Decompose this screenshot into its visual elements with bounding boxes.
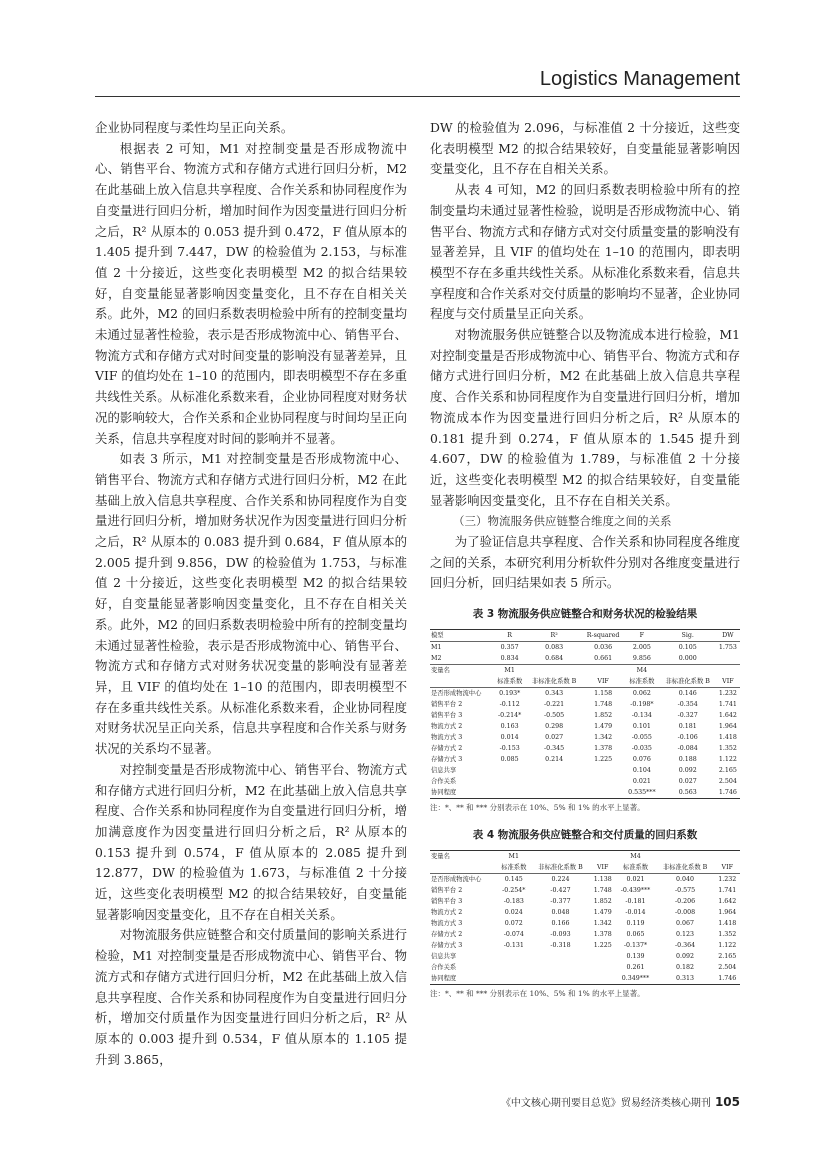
table-cell: 1.122 [718,755,737,763]
table-cell: 1.741 [718,700,737,708]
table-row [430,907,740,918]
table-cell: 0.684 [545,654,564,662]
table-cell: 1.479 [593,908,612,916]
table-cell: 标准系数 [501,863,527,871]
table-cell: 0.048 [551,908,570,916]
table3 [430,629,740,799]
table-cell: 0.214 [545,755,564,763]
table-cell: 1.642 [718,711,737,719]
table-row [430,641,740,653]
left-paragraph: 企业协同程度与柔性均呈正向关系。 [95,120,294,135]
table-cell: 0.067 [676,919,695,927]
table-cell: 标准系数 [629,677,655,685]
table-cell: 1.753 [716,641,740,653]
table-header-row [430,629,740,641]
table-cell: 0.834 [500,654,519,662]
table-row [430,743,740,754]
table-cell [526,765,582,776]
table-cell [531,951,590,962]
table-cell: 合作关系 [431,963,457,971]
table-cell: 是否形成物流中心 [430,873,497,885]
table-row [430,721,740,732]
table-cell: 0.083 [526,641,582,653]
table-cell: 合作关系 [431,777,457,785]
table-cell: 0.062 [624,687,660,699]
table-cell: 1.852 [593,897,612,905]
table-cell: -0.377 [550,897,571,905]
table-row [430,918,740,929]
table-cell: 0.036 [582,641,624,653]
table-cell: M4 [615,850,655,862]
table-cell: -0.112 [499,700,520,708]
table-cell: 1.352 [718,744,737,752]
table-cell: 0.076 [632,755,651,763]
table-cell: 物流方式 2 [431,722,463,730]
table-cell: 0.104 [632,766,651,774]
table-cell: 协同程度 [430,973,497,985]
table-cell [716,664,740,676]
table-row [430,885,740,896]
table-cell: 0.065 [626,930,645,938]
table-cell [716,653,740,665]
table-cell: 0.193* [493,687,526,699]
table-cell: 0.101 [632,722,651,730]
table-row [430,962,740,973]
table-row [430,687,740,699]
table-row [430,873,740,885]
table-row [430,951,740,962]
table-cell: VIF [721,863,733,871]
table-cell [590,850,615,862]
table-cell: 2.165 [718,952,737,960]
table-cell: 是否形成物流中心 [430,687,493,699]
table-cell: 1.418 [718,733,737,741]
running-header [95,66,740,97]
table-cell [660,664,716,676]
table-cell: 0.145 [497,873,532,885]
table-cell: 1.964 [718,722,737,730]
table3-title: 表 3 物流服务供应链整合和财务状况的检验结果 [472,608,698,621]
table-cell: 1.642 [718,897,737,905]
table-cell [531,962,590,973]
table-cell: 0.181 [678,722,697,730]
table-cell: 存储方式 3 [431,755,463,763]
table-cell: 1.746 [716,787,740,799]
table-row [430,940,740,951]
table-cell: -0.364 [674,941,696,949]
table-cell: 0.188 [678,755,697,763]
left-column [95,118,407,1070]
table-cell: -0.318 [550,941,571,949]
table-cell: 1.748 [594,700,613,708]
right-column [430,118,740,1001]
table-cell: 0.166 [551,919,570,927]
table-cell: -0.183 [503,897,524,905]
table-cell: 0.313 [656,973,715,985]
table-cell: -0.354 [677,700,698,708]
table-cell: -0.153 [499,744,520,752]
table-cell [582,664,624,676]
table-cell: 物流方式 2 [431,908,463,916]
table-row [430,787,740,799]
table-cell: 1.138 [590,873,615,885]
table-cell [582,787,624,799]
table-cell: -0.035 [631,744,652,752]
table-cell: 0.119 [626,919,645,927]
table-cell [430,676,493,688]
table-cell: 变量名 [430,664,493,676]
table-cell: 信息共享 [431,766,457,774]
table-cell: 物流方式 3 [431,733,463,741]
table-cell: 2.165 [718,766,737,774]
table-cell: 1.232 [715,873,740,885]
table-cell: 0.224 [531,873,590,885]
left-paragraph: 对物流服务供应链整合和交付质量间的影响关系进行检验，M1 对控制变量是否形成物流中心、销售平台、物流方式和存储方式进行回归分析，M2 在此基础上放入信息共享程度、合作关系和协同程度作为自变量进行回归分析，增加交付质量作为因变量进行回归分析之后，R² 从原本的 0.003 提升到 0.534，F 值从原本的 1.105 提升到 3.865， [95,927,407,1067]
table-cell [531,850,590,862]
table-cell: 0.072 [504,919,523,927]
table-row [430,732,740,743]
table-cell: VIF [597,863,609,871]
table-cell [493,787,526,799]
table-cell: 0.349*** [615,973,655,985]
table-row [430,973,740,985]
table-cell: 0.535*** [624,787,660,799]
table-cell: 0.027 [545,733,564,741]
section-paragraph: 为了验证信息共享程度、合作关系和协同程度各维度之间的关系，本研究利用分析软件分别对各维度变量进行回归分析，回归结果如表 5 所示。 [430,534,740,591]
table-cell: M1 [497,850,532,862]
table-cell [590,962,615,973]
table-cell: DW [716,629,740,641]
left-paragraph: 对控制变量是否形成物流中心、销售平台、物流方式和存储方式进行回归分析，M2 在此基础上放入信息共享程度、合作关系和协同程度作为自变量进行回归分析，增加满意度作为因变量进行回归分析之后，R² 从原本的 0.153 提升到 0.574，F 值从原本的 2.085 提升到 12.877，DW 的检验值为 1.673，与标准值 2 十分接近，这些变化表明模型 M2 的拟合结果较好，自变量能显著影响因变量变化，且不存在自相关关系。 [95,761,407,922]
table-row [430,710,740,721]
table-cell: 0.123 [676,930,695,938]
table-cell: F [624,629,660,641]
table-cell: R [493,629,526,641]
table-cell: 存储方式 2 [431,930,463,938]
journal-title: Logistics Management [539,68,740,90]
table-cell: -0.014 [625,908,646,916]
table-cell: -0.134 [631,711,652,719]
table-cell: 0.014 [500,733,519,741]
table-cell: 1.122 [718,941,737,949]
table-cell: 变量名 [430,850,497,862]
table-cell [430,862,497,874]
table-cell: 1.964 [718,908,737,916]
table-row [430,776,740,787]
table-cell: -0.137* [623,941,648,949]
table-cell: 1.479 [594,722,613,730]
table-row [430,699,740,710]
table-cell: M1 [493,664,526,676]
table3-note: 注：*、** 和 *** 分别表示在 10%、5% 和 1% 的水平上显著。 [430,802,645,812]
table-cell: 0.357 [493,641,526,653]
table-cell: 1.741 [718,886,737,894]
table-cell [590,951,615,962]
table-cell: 0.092 [676,952,695,960]
table-cell: 模型 [430,629,493,641]
table-cell: 0.563 [660,787,716,799]
table-cell: 销售平台 2 [431,886,463,894]
right-paragraph: 从表 4 可知，M2 的回归系数表明检验中所有的控制变量均未通过显著性检验，说明是否形成物流中心、销售平台、物流方式和存储方式对交付质量变量的影响没有显著差异，且 VIF 的值均处在 1–10 的范围内，即表明模型不存在多重共线性关系。从标准化系数来看，信息共享程度和合作关系对交付质量的影响均不显著，企业协同程度与交付质量呈正向关系。 [430,182,740,322]
table-cell [715,850,740,862]
table-cell: 2.504 [718,963,737,971]
table-cell: 非标准化系数 B [662,863,708,871]
table-header-row [430,862,740,874]
table-cell: -0.198* [630,700,654,708]
table-cell: 9.856 [632,654,651,662]
table-cell: 标准系数 [497,677,523,685]
table4-note: 注：*、** 和 *** 分别表示在 10%、5% 和 1% 的水平上显著。 [430,988,645,998]
table-cell: 0.024 [504,908,523,916]
table-cell [526,787,582,799]
table-cell: 销售平台 2 [431,700,463,708]
left-paragraph: 如表 3 所示，M1 对控制变量是否形成物流中心、销售平台、物流方式和存储方式进行回归分析，M2 在此基础上放入信息共享程度、合作关系和协同程度作为自变量进行回归分析，增加财务状况作为因变量进行回归分析之后，R² 从原本的 0.083 提升到 0.684，F 值从原本的 2.005 提升到 9.856，DW 的检验值为 1.753，与标准值 2 十分接近，这些变化表明模型 M2 的拟合结果较好，自变量能显著影响因变量变化，且不存在自相关关系。此外，M2 的回归系数表明检验中所有的控制变量均未通过显著性检验，表示是否形成物流中心、销售平台、物流方式和存储方式对财务状况变量的影响没有显著差异，且 VIF 的值均处在 1–10 的范围内，即表明模型不存在多重共线性关系。从标准化系数来看，企业协同程度对财务状况呈正向关系，信息共享程度和合作关系与财务状况的关系均不显著。 [95,451,407,757]
table-cell: -0.206 [674,897,696,905]
table-cell [582,765,624,776]
table-cell: 1.232 [716,687,740,699]
table-row [430,653,740,665]
table-cell [493,776,526,787]
right-paragraphs [430,118,740,511]
table-cell [582,776,624,787]
table4 [430,850,740,985]
table-cell: 0.105 [660,641,716,653]
table-cell [531,973,590,985]
table-cell: R-squared [582,629,624,641]
table-cell: M2 [431,654,442,662]
table-cell: -0.074 [503,930,524,938]
table-cell: VIF [722,677,734,685]
table-cell [656,850,715,862]
table-cell [590,973,615,985]
table-cell: 0.000 [678,654,697,662]
table-cell [497,973,532,985]
table-cell: -0.181 [625,897,646,905]
table-cell: 1.748 [593,886,612,894]
table-cell: -0.131 [503,941,524,949]
table-cell: 0.146 [660,687,716,699]
table-cell: 1.378 [593,930,612,938]
table-cell: 非标准化系数 B [538,863,583,871]
table-cell: -0.008 [674,908,696,916]
table-cell: -0.214* [498,711,522,719]
table-cell [497,951,532,962]
table-cell: 0.021 [615,873,655,885]
table-cell: 0.261 [626,963,645,971]
table-cell: R² [526,629,582,641]
table-cell: 0.092 [678,766,697,774]
table-cell: 1.352 [718,930,737,938]
table-cell: -0.093 [550,930,571,938]
table-cell: 1.418 [718,919,737,927]
section-heading: （三）物流服务供应链整合维度之间的关系 [453,514,672,529]
left-paragraph: 根据表 2 可知，M1 对控制变量是否形成物流中心、销售平台、物流方式和存储方式进行回归分析，M2 在此基础上放入信息共享程度、合作关系和协同程度作为自变量进行回归分析，增加时间作为因变量进行回归分析之后，R² 从原本的 0.053 提升到 0.472，F 值从原本的 1.405 提升到 7.447，DW 的检验值为 2.153，与标准值 2 十分接近，这些变化表明模型 M2 的拟合结果较好，自变量能显著影响因变量变化，且不存在自相关关系。此外，M2 的回归系数表明检验中所有的控制变量均未通过显著性检验，表示是否形成物流中心、销售平台、物流方式和存储方式对时间变量的影响没有显著差异，且 VIF 的值均处在 1–10 的范围内，即表明模型不存在多重共线性关系。从标准化系数来看，企业协同程度对财务状况的影响较大，合作关系和企业协同程度与时间均呈正向关系，信息共享程度对时间的影响并不显著。 [95,140,407,446]
table-row [430,896,740,907]
table-row [430,765,740,776]
table-cell: -0.505 [544,711,565,719]
table-cell: 物流方式 3 [431,919,463,927]
table-header-row [430,664,740,676]
table-cell: 0.298 [545,722,564,730]
table-row [430,754,740,765]
table-cell [526,776,582,787]
table-cell: 销售平台 3 [431,711,463,719]
table-cell: 0.085 [500,755,519,763]
table-cell: 1.342 [593,919,612,927]
table-cell: -0.106 [677,733,698,741]
page-footer [480,1094,740,1109]
table-cell: 0.021 [632,777,651,785]
table-header-row [430,676,740,688]
table-cell: M1 [430,641,493,653]
table-cell: 1.225 [594,755,613,763]
table-cell: -0.254* [502,886,526,894]
table-cell: VIF [597,677,609,685]
table-cell: -0.327 [677,711,698,719]
table-cell: Sig. [660,629,716,641]
table-row [430,929,740,940]
table-cell [493,765,526,776]
table-header-row [430,850,740,862]
right-paragraph: 对物流服务供应链整合以及物流成本进行检验，M1 对控制变量是否形成物流中心、销售平台、物流方式和存储方式进行回归分析，M2 在此基础上放入信息共享程度、合作关系和协同程度作为自变量进行回归分析，增加物流成本作为因变量进行回归分析之后，R² 从原本的 0.181 提升到 0.274，F 值从原本的 1.545 提升到 4.607，DW 的检验值为 1.789，与标准值 2 十分接近，这些变化表明模型 M2 的拟合结果较好，自变量能显著影响因变量变化，且不存在自相关关系。 [430,327,740,508]
table-cell: 1.746 [715,973,740,985]
table-cell: 0.027 [678,777,697,785]
table-cell: 0.163 [500,722,519,730]
table-cell: 存储方式 2 [431,744,463,752]
table-cell: -0.427 [550,886,571,894]
table-cell: M4 [624,664,660,676]
table-cell: 0.661 [594,654,613,662]
table-cell: 标准系数 [622,863,649,871]
table-cell: -0.575 [674,886,696,894]
table-cell [526,664,582,676]
table-cell: -0.439*** [620,886,651,894]
table-cell: 非标准化系数 B [531,677,577,685]
table-cell: 1.225 [593,941,612,949]
table4-title: 表 4 物流服务供应链整合和交付质量的回归系数 [472,828,698,841]
table-cell: 0.343 [526,687,582,699]
table-cell: 1.852 [594,711,613,719]
table-cell: 销售平台 3 [431,897,463,905]
table-cell: 非标准化系数 B [665,677,710,685]
footer-journal: 《中文核心期刊要目总览》贸易经济类核心期刊 [500,1098,711,1109]
table-cell: 信息共享 [431,952,457,960]
table-cell: 0.040 [656,873,715,885]
table-cell: 1.378 [594,744,613,752]
table-cell: 1.158 [582,687,624,699]
table-cell: -0.221 [544,700,565,708]
table-cell: 协同程度 [430,787,493,799]
table-cell: 2.504 [718,777,737,785]
table-cell: 1.342 [594,733,613,741]
table-cell: -0.055 [631,733,652,741]
table-cell: 存储方式 3 [431,941,463,949]
page-number: 105 [714,1095,740,1109]
table-cell: -0.345 [544,744,565,752]
table-cell [497,962,532,973]
table-cell: 0.182 [676,963,695,971]
right-paragraph: DW 的检验值为 2.096，与标准值 2 十分接近，这些变化表明模型 M2 的拟合结果较好，自变量能显著影响因变量变化，且不存在自相关关系。 [430,120,740,177]
table-cell: 2.005 [624,641,660,653]
table-cell: -0.084 [677,744,698,752]
table-cell: 0.139 [626,952,645,960]
